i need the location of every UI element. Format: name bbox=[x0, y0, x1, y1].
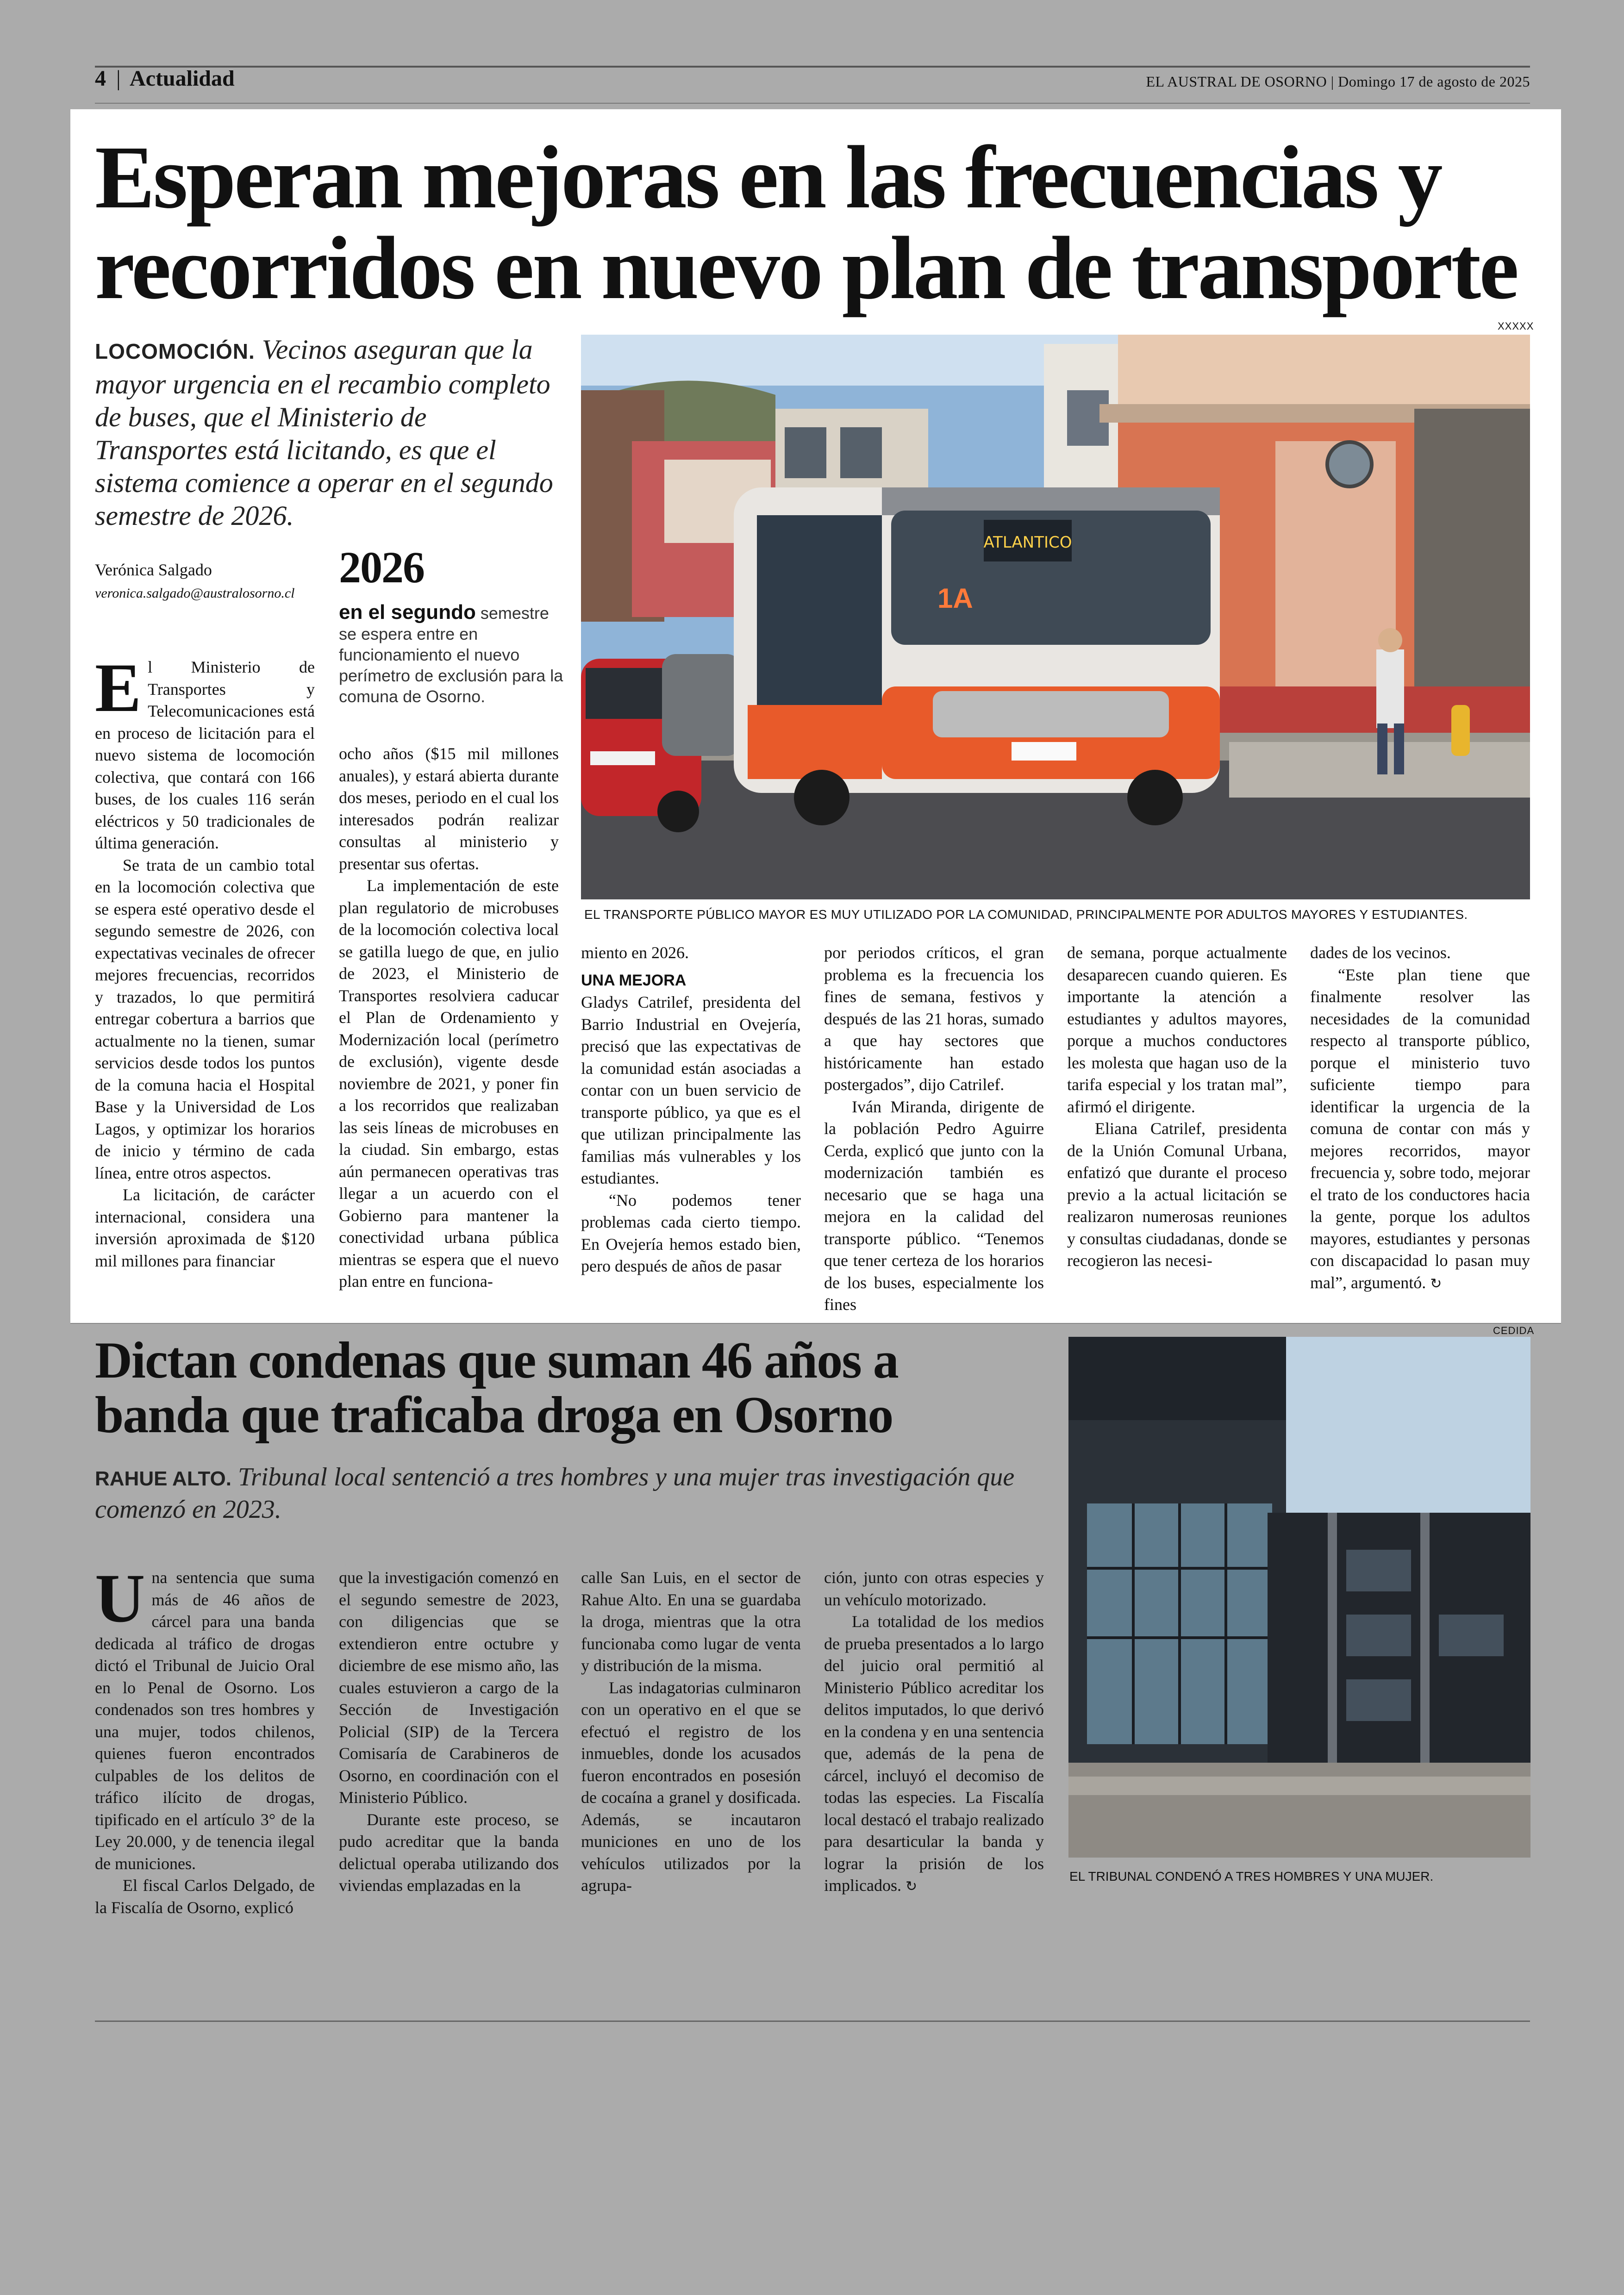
article1-photo-caption: EL TRANSPORTE PÚBLICO MAYOR ES MUY UTILIZADO POR LA COMUNIDAD, PRINCIPALMENTE POR ADULTOS MAYORES Y ESTUDIANTES. bbox=[584, 907, 1468, 922]
article1-col3-p2: Gladys Catrilef, presidenta del Barrio Industrial en Ovejería, precisó que las expectativas de la comunidad están asociadas a contar con un buen servicio de transporte público, ya que es el que utilizan principalmente las familias más vulnerables y los estudiantes. bbox=[581, 993, 801, 1187]
publication-name: EL AUSTRAL DE OSORNO bbox=[1146, 73, 1327, 90]
article1-col3-p3: “No podemos tener problemas cada cierto tiempo. En Ovejería hemos estado bien, pero después de años de pasar bbox=[581, 1191, 801, 1275]
article1-headline: Esperan mejoras en las frecuencias y recorridos en nuevo plan de transporte bbox=[95, 127, 1518, 318]
article2-photo-credit: CEDIDA bbox=[1493, 1325, 1535, 1336]
article1-col4-p2: Iván Miranda, dirigente de la población Pedro Aguirre Cerda, explicó que junto con la modernización también es necesario que se haga una mejora en la calidad del transporte público. “Tenemos que tener certeza de los horarios de los buses, especialmente los fines bbox=[824, 1097, 1044, 1314]
separator: | bbox=[1330, 73, 1338, 90]
article1-col1-p3: La licitación, de carácter internacional, considera una inversión aproximada de $120 mil millones para financiar bbox=[95, 1185, 315, 1270]
article2-column-2 bbox=[339, 1567, 559, 1897]
article1-column-5 bbox=[1067, 942, 1287, 1272]
paragraph-text: l Ministerio de Transportes y Telecomunicaciones está en proceso de licitación para el nuevo sistema de locomoción colectiva, que contará con 166 buses, de los cuales 116 serán eléctricos y 50 tradicionales de última generación. bbox=[95, 658, 315, 852]
header-bottom-rule bbox=[95, 103, 1530, 104]
article1-stat-box bbox=[339, 602, 570, 707]
article1-col5-p1: de semana, porque actualmente desaparecen cuando quieren. Es importante la atención a estudiantes y adultos mayores, porque a muchos conductores les molesta que hagan uso de la tarifa especial y los tratan mal”, afirmó el dirigente. bbox=[1067, 943, 1287, 1116]
article1-col6-p2 bbox=[1310, 964, 1530, 1295]
article2-col2-p1: que la investigación comenzó en el segundo semestre de 2023, con diligencias que se extendieron entre octubre y diciembre de ese mismo año, las cuales estuvieron a cargo de la Sección de Investigación Policial (SIP) de la Tercera Comisaría de Carabineros de Osorno, en coordinación con el Ministerio Público. bbox=[339, 1568, 559, 1807]
article2-col4-p1: ción, junto con otras especies y un vehículo motorizado. bbox=[824, 1568, 1044, 1609]
article1-col2-p2: La implementación de este plan regulatorio de microbuses de la locomoción colectiva local se gatilla luego de que, en julio de 2023, el Ministerio de Transportes resolviera caducar el Plan de Ordenamiento y Modernización local (perímetro de exclusión), vigente desde noviembre de 2021, y poner fin a los recorridos que realizaban las seis líneas de microbuses en la ciudad. Sin embargo, estas aún permanecen operativas tras llegar a un acuerdo con el Gobierno para mantener la conectividad urbana pública mientras se espera que el nuevo plan entre en funciona- bbox=[339, 876, 559, 1291]
article2-lead-text: Tribunal local sentenció a tres hombres y una mujer tras investigación que comenzó en 2023. bbox=[95, 1463, 1015, 1524]
page-header-left bbox=[95, 66, 235, 91]
article1-col2-p1: ocho años ($15 mil millones anuales), y estará abierta durante dos meses, periodo en el cual los interesados podrán realizar consultas al ministerio y presentar sus ofertas. bbox=[339, 744, 559, 873]
end-mark-icon: ↻ bbox=[1430, 1275, 1442, 1292]
footer-rule bbox=[95, 2021, 1530, 2022]
article1-stat-bold: en el segundo bbox=[339, 601, 476, 624]
paragraph-text: na sentencia que suma más de 46 años de cárcel para una banda dedicada al tráfico de drogas dictó el Tribunal de Juicio Oral en lo Penal de Osorno. Los condenados son tres hombres y una mujer, todos chilenos, quienes fueron encontrados culpables de los delitos de tráfico ilícito de drogas, tipificado en el artículo 3° de la Ley 20.000, y de tenencia ilegal de municiones. bbox=[95, 1568, 315, 1873]
paragraph-text: “Este plan tiene que finalmente resolver las necesidades de la comunidad respecto al transporte público, porque el ministerio tuvo suficiente tiempo para identificar la urgencia de la comuna de contar con más y mejores recorridos, mayor frecuencia y, sobre todo, mejorar el trato de los conductores hacia la gente, porque los adultos mayores, estudiantes y personas con discapacidad lo pasan muy mal”, argumentó. bbox=[1310, 965, 1530, 1292]
separator: | bbox=[116, 66, 121, 91]
article2-photo-caption: EL TRIBUNAL CONDENÓ A TRES HOMBRES Y UNA MUJER. bbox=[1069, 1869, 1434, 1883]
article1-column-6 bbox=[1310, 942, 1530, 1295]
article1-author-email: veronica.salgado@australosorno.cl bbox=[95, 586, 295, 601]
header-top-rule bbox=[95, 66, 1530, 68]
article2-headline: Dictan condenas que suman 46 años a banda que traficaba droga en Osorno bbox=[95, 1332, 898, 1444]
article1-col5-p2: Eliana Catrilef, presidenta de la Unión Comunal Urbana, enfatizó que durante el proceso previo a la actual licitación se realizaron numerosas reuniones y consultas ciudadanas, donde se recogieron las necesi- bbox=[1067, 1119, 1287, 1270]
article1-kicker: LOCOMOCIÓN. bbox=[95, 339, 255, 363]
article1-stat-text: semestre se espera entre en funcionamiento el nuevo perímetro de exclusión para la comuna de Osorno. bbox=[339, 604, 563, 706]
article1-lead bbox=[95, 333, 558, 532]
page-number: 4 bbox=[95, 66, 106, 91]
article1-author: Verónica Salgado bbox=[95, 561, 212, 579]
article2-col1-p1 bbox=[95, 1560, 315, 1875]
bus-route-number: 1A bbox=[937, 583, 973, 614]
article1-subhead: UNA MEJORA bbox=[581, 971, 687, 989]
article1-col3-p1: miento en 2026. bbox=[581, 943, 689, 962]
article1-column-4 bbox=[824, 942, 1044, 1316]
page-header-right bbox=[1146, 73, 1530, 90]
article2-column-1 bbox=[95, 1560, 315, 1919]
article2-column-4 bbox=[824, 1567, 1044, 1898]
dropcap: U bbox=[95, 1560, 145, 1637]
courthouse-photo bbox=[1068, 1337, 1530, 1858]
end-mark-icon: ↻ bbox=[905, 1878, 918, 1895]
article1-photo-credit: XXXXX bbox=[1498, 320, 1534, 332]
article1-col1-p1 bbox=[95, 649, 315, 854]
article1-stat-number: 2026 bbox=[339, 543, 424, 592]
article1-column-2 bbox=[339, 743, 559, 1293]
bus-photo bbox=[581, 335, 1530, 899]
paragraph-text: La totalidad de los medios de prueba presentados a lo largo del juicio oral permitió al Ministerio Público acreditar los delitos imputados, lo que derivó en la condena y en una sentencia que, además de la pena de cárcel, incluyó el decomiso de todas las especies. La Fiscalía local destacó el trabajo realizado para desarticular la banda y lograr la prisión de los implicados. bbox=[824, 1612, 1044, 1895]
article1-column-3 bbox=[581, 942, 801, 1278]
svg-text:ATLANTICO: ATLANTICO bbox=[983, 533, 1072, 552]
article2-col1-p2: El fiscal Carlos Delgado, de la Fiscalía de Osorno, explicó bbox=[95, 1876, 315, 1917]
article2-col3-p1: calle San Luis, en el sector de Rahue Alto. En una se guardaba la droga, mientras que la otra funcionaba como lugar de venta y distribución de la misma. bbox=[581, 1568, 801, 1675]
dropcap: E bbox=[95, 649, 142, 726]
courthouse-illustration bbox=[1068, 1337, 1530, 1858]
article2-col3-p2: Las indagatorias culminaron con un operativo en el que se efectuó el registro de los inmuebles, donde los acusados fueron encontrados en posesión de cocaína a granel y dosificada. Además, se incautaron municiones en uno de los vehículos utilizados por la agrupa- bbox=[581, 1678, 801, 1895]
article2-column-3 bbox=[581, 1567, 801, 1897]
bus-illustration bbox=[581, 335, 1530, 899]
article2-kicker: RAHUE ALTO. bbox=[95, 1467, 231, 1490]
article1-column-1 bbox=[95, 649, 315, 1272]
publication-date: Domingo 17 de agosto de 2025 bbox=[1338, 73, 1530, 90]
article1-lead-text: Vecinos aseguran que la mayor urgencia en el recambio completo de buses, que el Ministerio de Transportes está licitando, es que el sistema comience a operar en el segundo semestre de 2026. bbox=[95, 334, 553, 531]
article-divider bbox=[70, 1323, 1561, 1324]
article1-col1-p2: Se trata de un cambio total en la locomoción colectiva que se espera esté operativo desde el segundo semestre de 2026, con expectativas vecinales de ofrecer mejores frecuencias, recorridos y trazados, lo que permitirá entregar cobertura a barrios que actualmente no la tienen, sumar servicios desde todos los puntos de la comuna hacia el Hospital Base y la Universidad de Los Lagos, y optimizar los horarios de inicio y término de cada línea, entre otros aspectos. bbox=[95, 855, 315, 1182]
article1-col4-p1: por periodos críticos, el gran problema es la frecuencia los fines de semana, festivos y después de las 21 horas, sumado a que hay sectores que históricamente han estado postergados”, dijo Catrilef. bbox=[824, 943, 1044, 1094]
article1-col6-p1: dades de los vecinos. bbox=[1310, 943, 1451, 962]
article2-lead bbox=[95, 1462, 1044, 1525]
article2-col2-p2: Durante este proceso, se pudo acreditar que la banda delictual operaba utilizando dos viviendas emplazadas en la bbox=[339, 1810, 559, 1895]
article2-col4-p2 bbox=[824, 1611, 1044, 1898]
section-name: Actualidad bbox=[129, 66, 235, 91]
